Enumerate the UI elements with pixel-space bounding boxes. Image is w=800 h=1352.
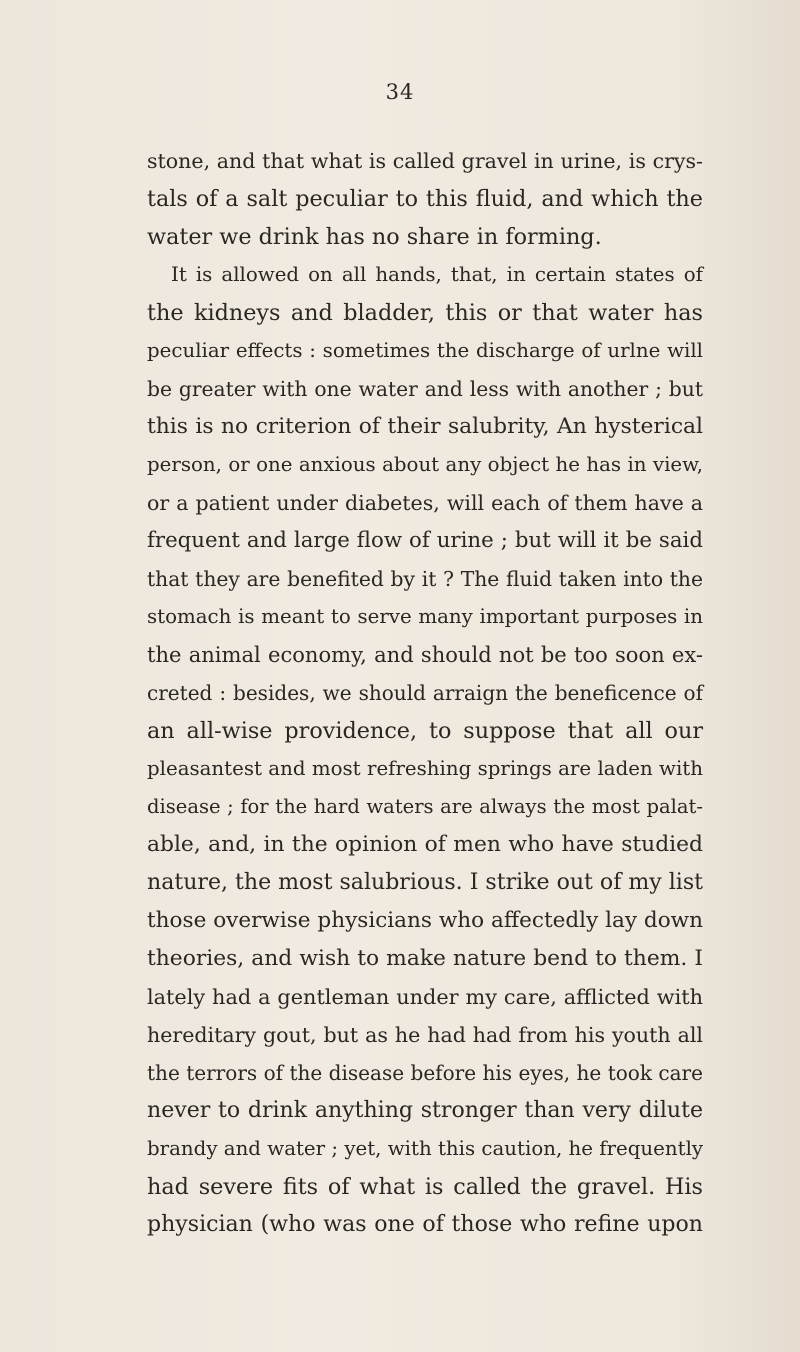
text-line: or a patient under diabetes, will each of them have a — [147, 491, 703, 515]
text-line: theories, and wish to make nature bend to them. I — [147, 946, 703, 971]
text-line: hereditary gout, but as he had had from his youth all — [147, 1023, 703, 1047]
text-line: stomach is meant to serve many important purposes in — [147, 605, 703, 628]
text-line: be greater with one water and less with another ; but — [147, 377, 703, 401]
page-number: 34 — [385, 80, 415, 104]
body-text — [147, 142, 703, 1244]
text-line: pleasantest and most refreshing springs are laden with — [147, 757, 703, 780]
text-line: this is no criterion of their salubrity, An hysterical — [147, 414, 703, 439]
text-line: It is allowed on all hands, that, in certain states of — [171, 263, 703, 286]
text-line: never to drink anything stronger than very dilute — [147, 1098, 703, 1123]
text-line: the kidneys and bladder, this or that water has — [147, 300, 703, 326]
text-line: those overwise physicians who affectedly lay down — [147, 908, 703, 933]
text-line: nature, the most salubrious. I strike out of my list — [147, 870, 704, 895]
text-line: person, or one anxious about any object he has in view, — [147, 453, 703, 476]
text-line: stone, and that what is called gravel in urine, is crys- — [147, 149, 703, 173]
text-line: that they are benefited by it ? The fluid taken into the — [147, 567, 703, 591]
text-line: brandy and water ; yet, with this caution, he frequently — [147, 1137, 704, 1160]
text-line: the animal economy, and should not be too soon ex- — [147, 642, 703, 667]
text-line: peculiar effects : sometimes the discharge of urlne will — [147, 339, 703, 362]
text-line: had severe fits of what is called the gravel. His — [147, 1174, 703, 1200]
text-line: lately had a gentleman under my care, afflicted with — [147, 985, 703, 1009]
text-line: an all-wise providence, to suppose that all our — [147, 718, 703, 744]
text-line: physician (who was one of those who refine upon — [147, 1212, 703, 1237]
text-line: the terrors of the disease before his eyes, he took care — [147, 1061, 703, 1085]
text-line: tals of a salt peculiar to this fluid, and which the — [147, 186, 703, 212]
text-line: frequent and large flow of urine ; but will it be said — [147, 528, 703, 553]
text-line: disease ; for the hard waters are always the most palat- — [147, 795, 703, 818]
text-line: able, and, in the opinion of men who have studied — [147, 832, 703, 857]
text-line: creted : besides, we should arraign the beneficence of — [147, 681, 703, 705]
text-line: water we drink has no share in forming. — [147, 224, 602, 250]
